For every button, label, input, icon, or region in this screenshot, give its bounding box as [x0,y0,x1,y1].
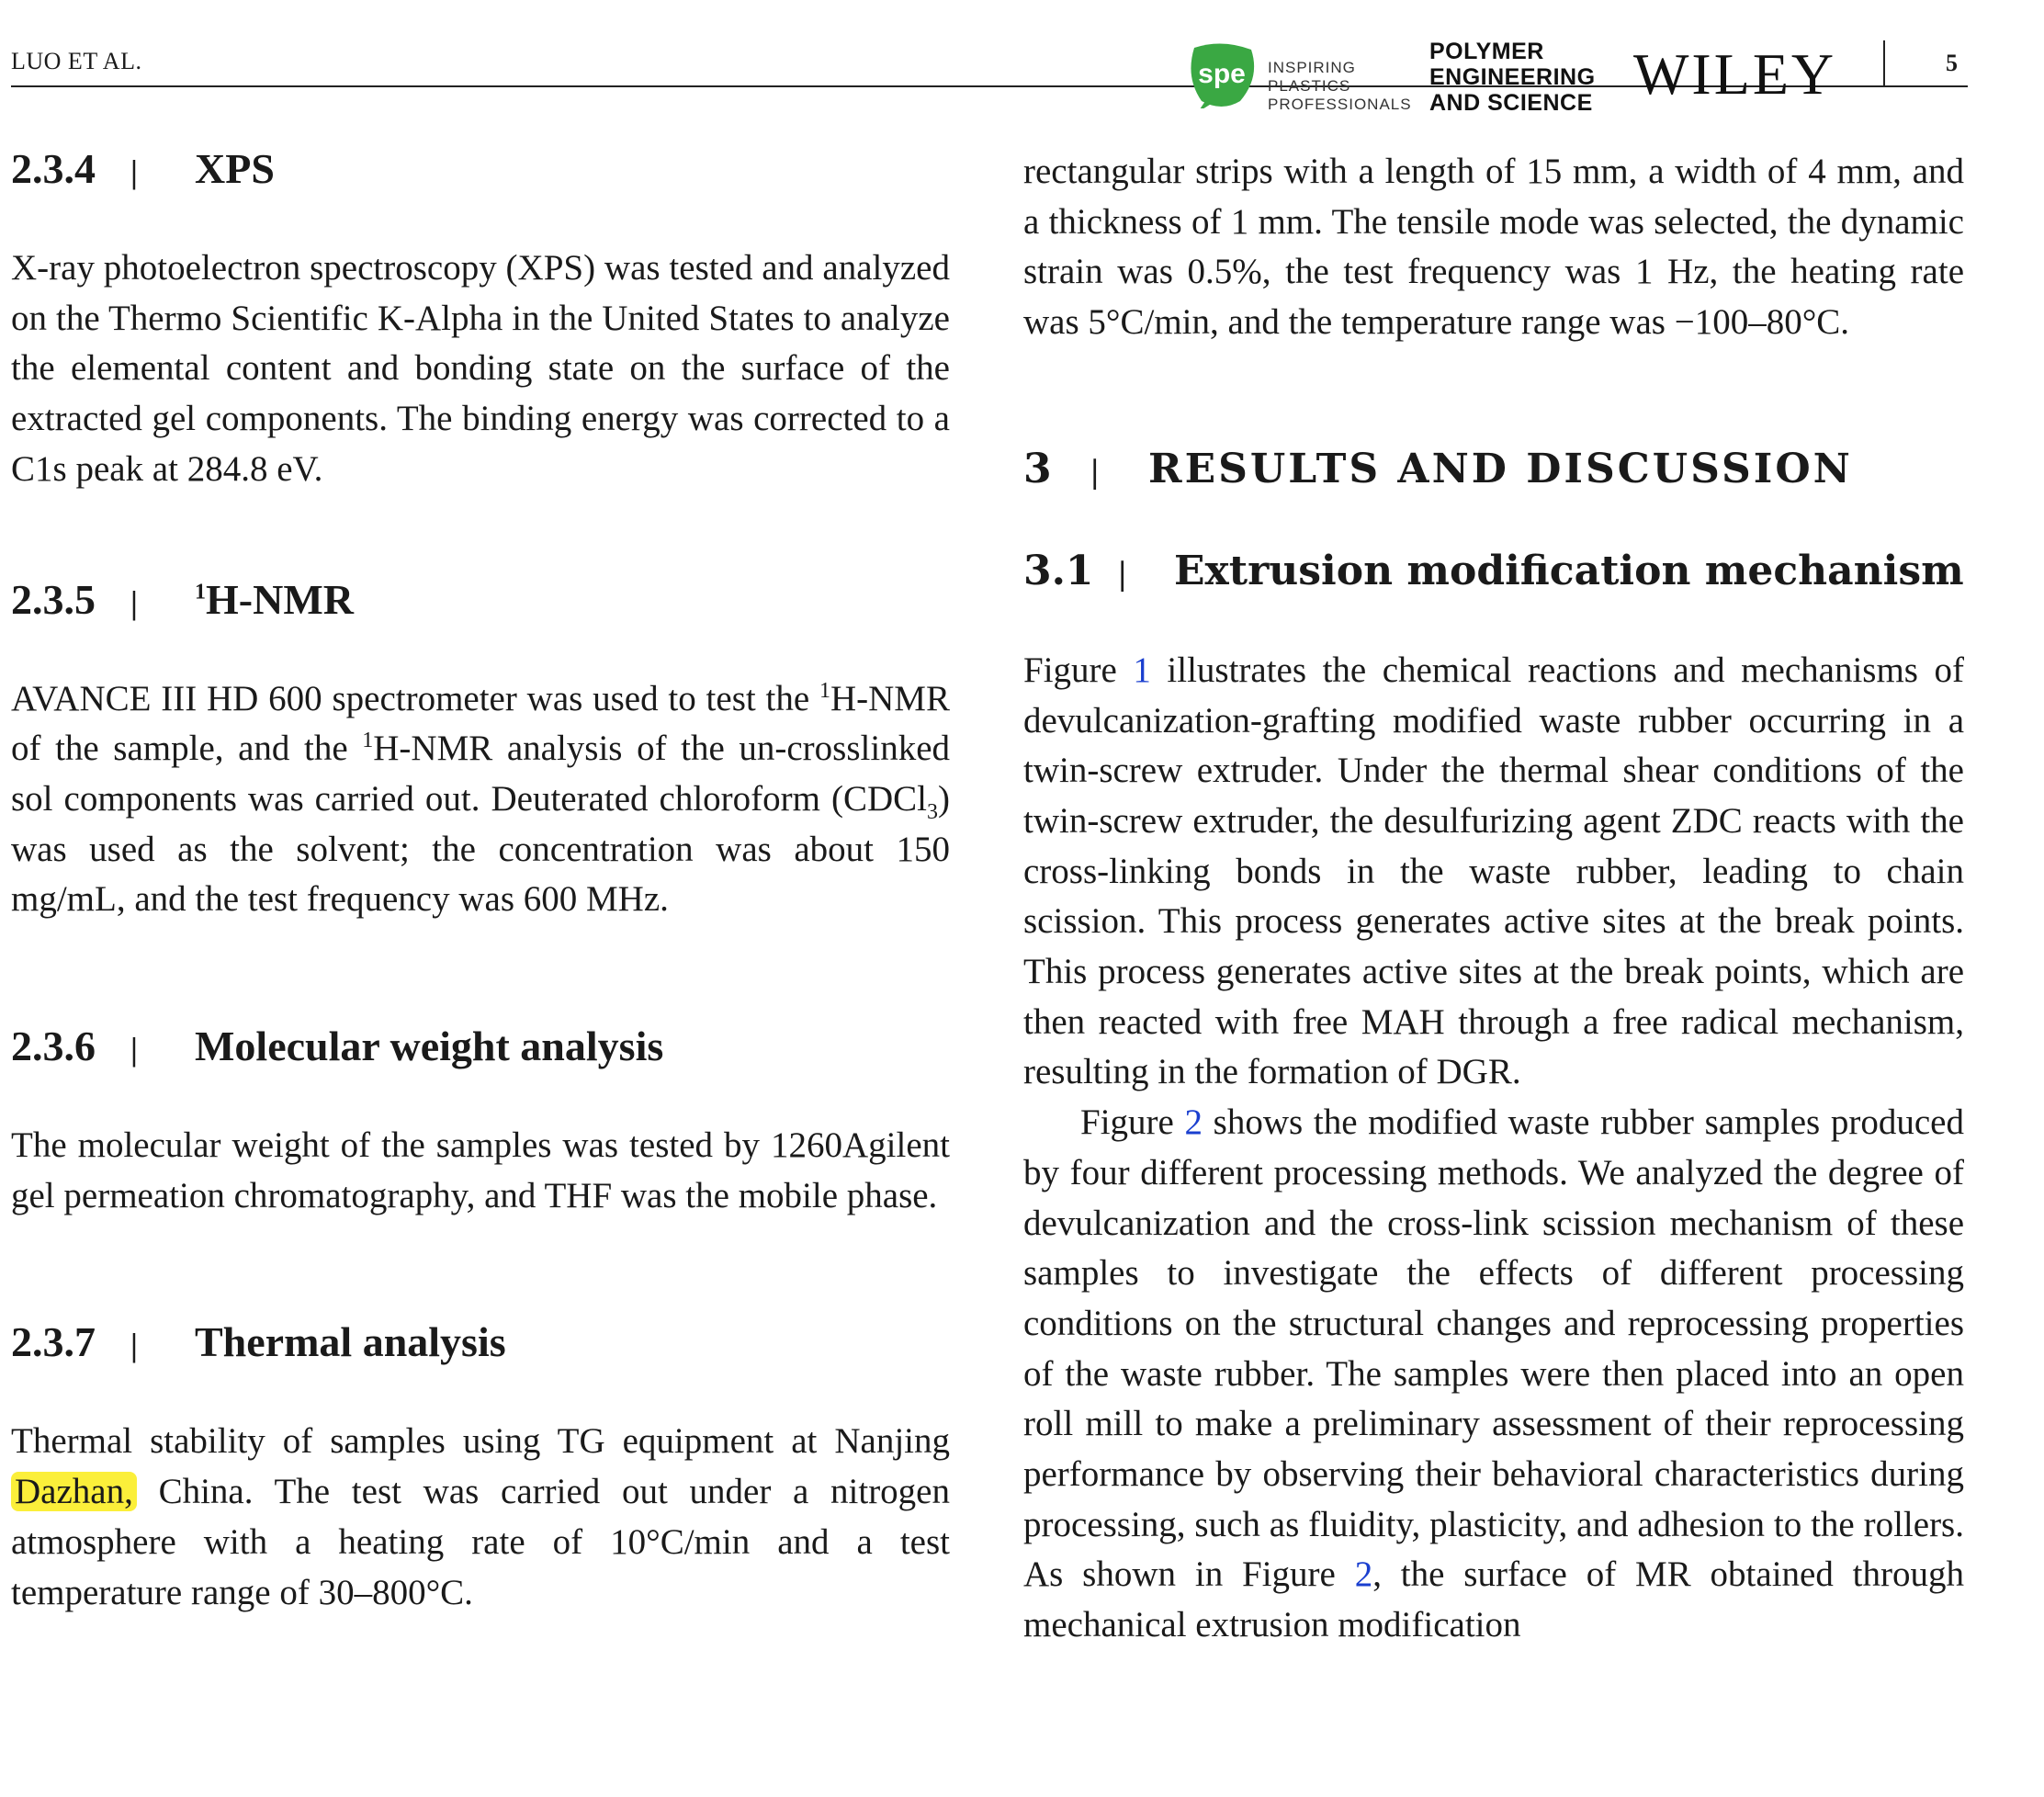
spe-logo-icon [1185,40,1259,108]
section-title: $^1$H-NMR [195,575,354,623]
spe-tagline: INSPIRING PLASTICS PROFESSIONALS [1268,59,1412,113]
section-title: XPS [195,145,275,192]
journal-name: POLYMER ENGINEERING AND SCIENCE [1429,39,1596,116]
section-heading-2-3-7 [11,1317,950,1371]
figure-link-1[interactable]: 1 [1133,650,1151,690]
section-number: 3 [1023,445,1052,492]
spe-logo-text: spe [1198,59,1246,89]
paragraph-thermal: Thermal stability of samples using TG equipment at Nanjing Dazhan, China. The test was carried out under a nitrogen atmosphere with a heating rate of 10°C/min and a test temperature range of 30–800°C. [11,1421,950,1612]
paragraph-figure-1: Figure 1 illustrates the chemical reactions and mechanisms of devulcanization-grafting modified waste rubber occurring in a twin-screw extruder. Under the thermal shear conditions of the twin-screw extruder, the desulfurizing agent ZDC reacts with the cross-linking bonds in the waste rubber, leading to chain scission. This process generates active sites at the break points. This process generates active sites at the break points, which are then reacted with free MAH through a free radical mechanism, resulting in the formation of DGR. [1023,650,1964,1092]
right-column [1023,147,1964,1651]
section-number: 2.3.5 [11,575,96,623]
section-separator: | [1090,453,1101,491]
section-separator: | [130,583,138,621]
section-separator: | [1117,555,1128,593]
figure-link-2[interactable]: 2 [1184,1102,1203,1143]
section-separator: | [130,1031,138,1068]
header-divider [1883,40,1885,86]
section-heading-2-3-4 [11,143,950,198]
section-heading-3 [1023,444,1964,498]
section-number: 2.3.7 [11,1318,96,1366]
figure-link-2-second[interactable]: 2 [1354,1554,1373,1595]
section-title: RESULTS AND DISCUSSION [1148,445,1853,492]
paragraph-figure-2: Figure 2 shows the modified waste rubber samples produced by four different processing methods. We analyzed the degree of devulcanization and the cross-link scission mechanism of these samples to investigate the effects of different processing conditions on the structural changes and reprocessing properties of the waste rubber. The samples were then placed into an open roll mill to make a preliminary assessment of their reprocessing performance by observing their behavioral characteristics during processing, such as fluidity, plasticity, and adhesion to the rollers. As shown in Figure 2, the surface of MR obtained through mechanical extrusion modification [1023,1102,1964,1645]
section-heading-3-1 [1023,546,1964,600]
section-heading-2-3-5 [11,574,950,628]
section-number: 2.3.4 [11,145,96,192]
section-title: Thermal analysis [195,1318,506,1366]
section-number: 2.3.6 [11,1023,96,1070]
paragraph-xps: X-ray photoelectron spectroscopy (XPS) was tested and analyzed on the Thermo Scientific K-Alpha in the United States to analyze the elemental content and bonding state on the surface of the extracted gel components. The binding energy was corrected to a C1s peak at 284.8 eV. [11,248,950,489]
left-column [11,138,950,1618]
section-heading-2-3-6 [11,1021,950,1075]
section-title: Extrusion modification mechanism [1174,547,1964,594]
paragraph-nmr: AVANCE III HD 600 spectrometer was used to test the $^1$H-NMR of the sample, and the $^1$H-NMR analysis of the un-crosslinked sol components was carried out. Deuterated chloroform (CDCl$_3$) was used as the solvent; the concentration was about 150 mg/mL, and the test frequency was 600 MHz. [11,678,951,920]
section-separator: | [130,153,138,190]
section-number: 3.1 [1023,547,1094,594]
paragraph-molecular-weight: The molecular weight of the samples was tested by 1260Agilent gel permeation chromatography, and THF was the mobile phase. [11,1125,950,1215]
section-title: Molecular weight analysis [195,1023,664,1070]
running-head-author: LUO ET AL. [11,48,142,74]
wiley-logo: WILEY [1633,41,1837,107]
paragraph-dma-continuation: rectangular strips with a length of 15 mm, a width of 4 mm, and a thickness of 1 mm. The tensile mode was selected, the dynamic strain was 0.5%, the test frequency was 1 Hz, the heating rate was 5°C/min, and the temperature range was −100–80°C. [1023,152,1964,343]
text-highlight: Dazhan, [11,1472,137,1511]
section-separator: | [130,1327,138,1364]
page-number: 5 [1946,50,1958,76]
